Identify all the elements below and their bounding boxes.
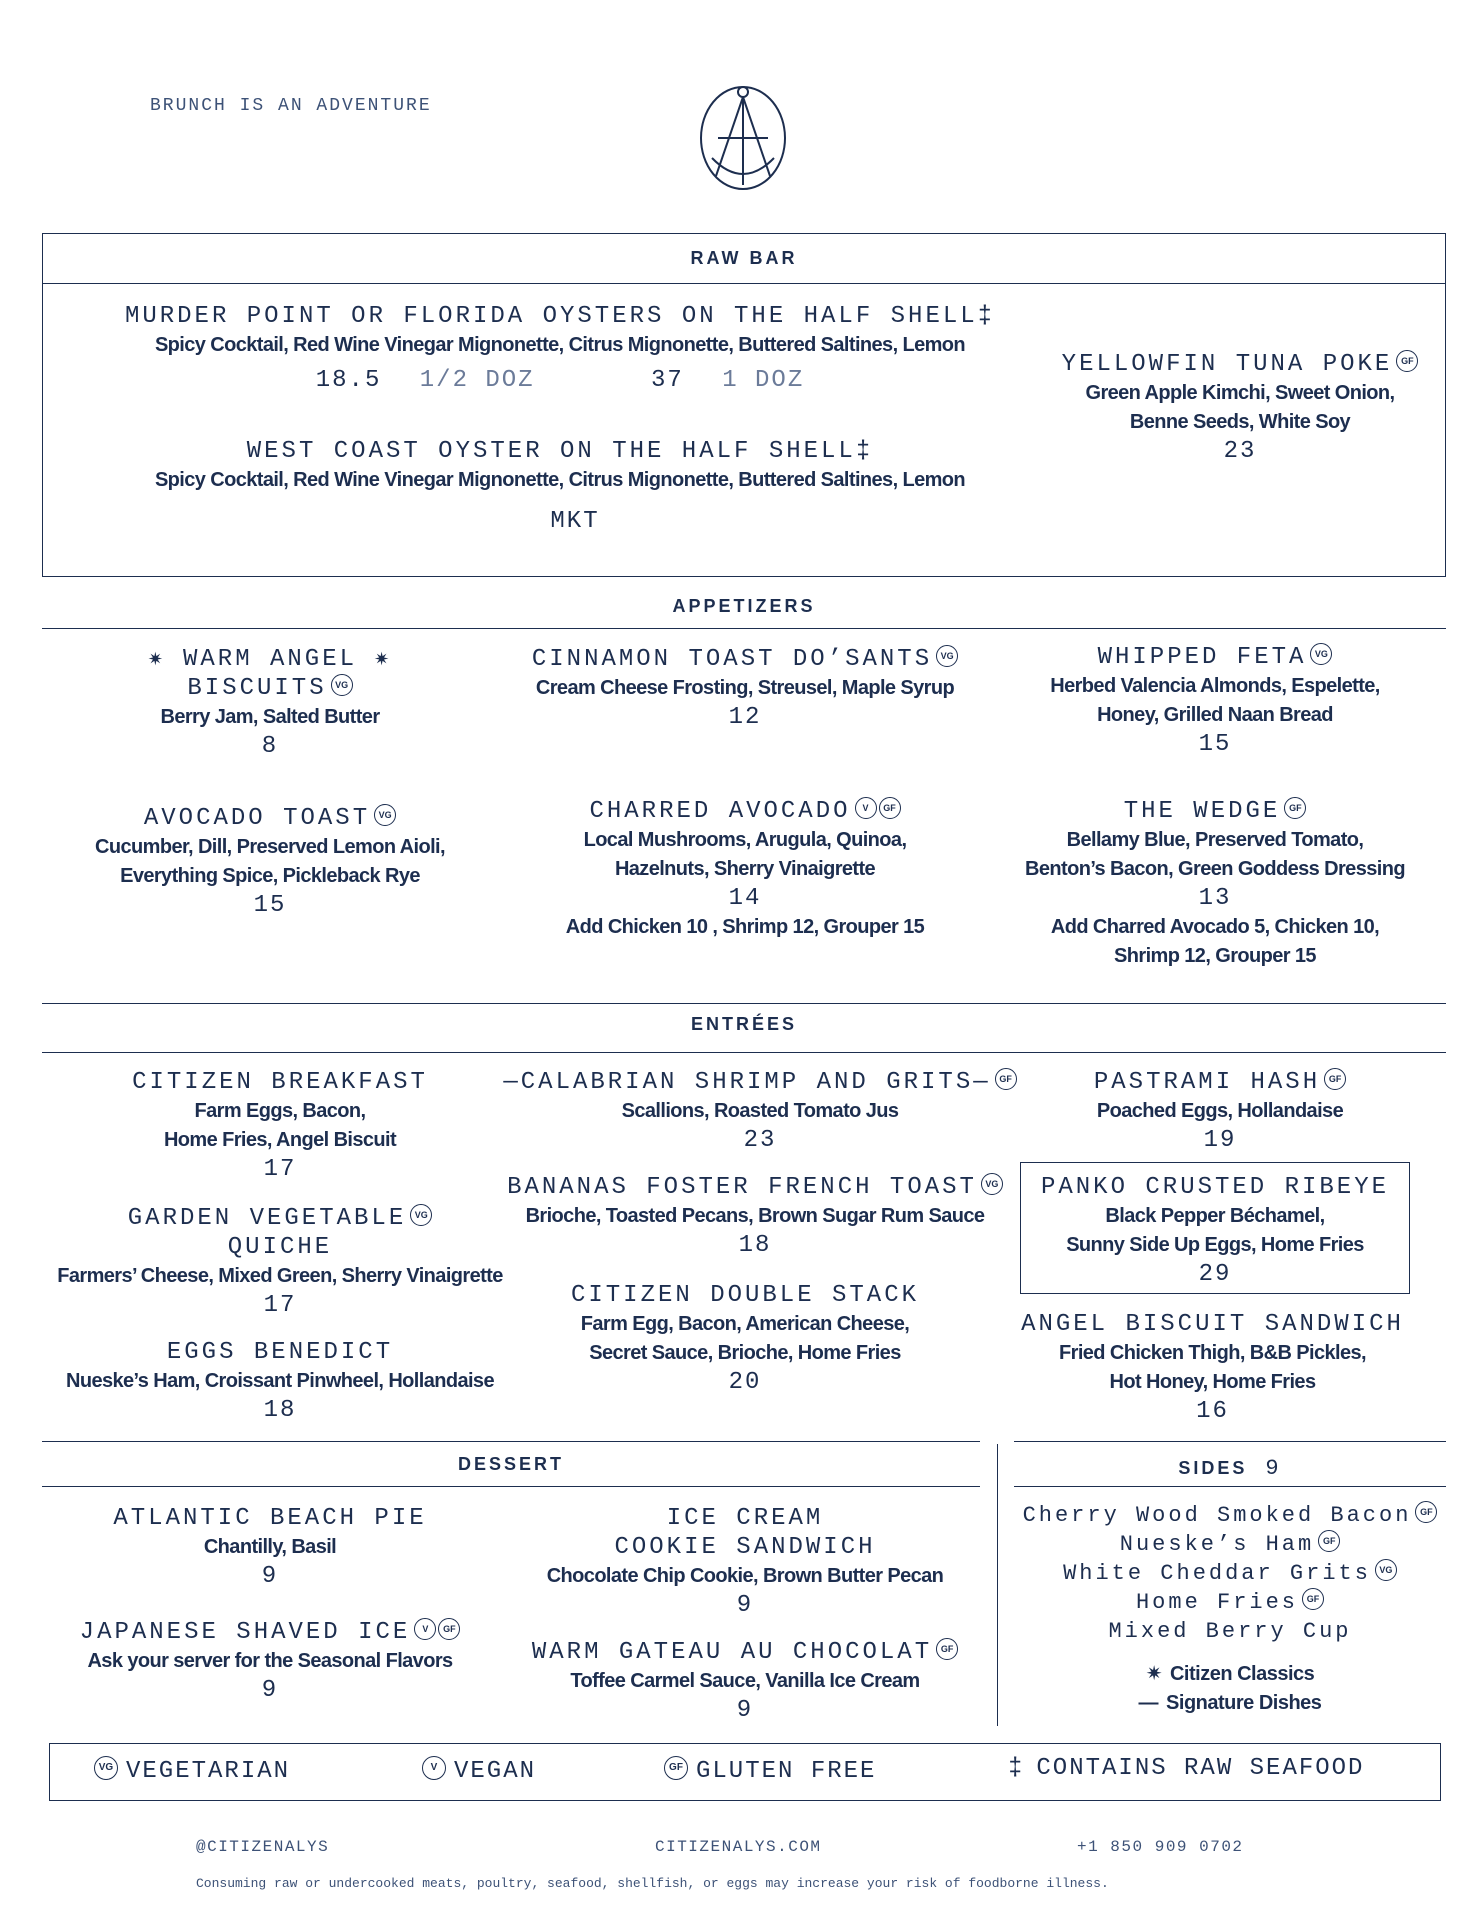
item-description: Farmers’ Cheese, Mixed Green, Sherry Vinaigrette [57,1265,503,1287]
sides-title [1014,1456,1446,1481]
item-description: Hazelnuts, Sherry Vinaigrette [614,858,876,880]
vegetarian-icon: VG [94,1756,118,1780]
garden-vegetable-quiche [40,1204,520,1320]
vegan-icon: V [422,1756,446,1780]
legend-vegan [422,1758,536,1785]
item-description: Nueske’s Ham, Croissant Pinwheel, Hollandaise [66,1370,494,1392]
gluten-free-icon: GF [1318,1530,1340,1552]
murder-point-oysters [60,302,1060,395]
signature-dash-icon: — [973,1069,991,1096]
item-description: Berry Jam, Salted Butter [160,706,380,728]
vegetarian-icon: VG [410,1204,432,1226]
item-name: WHIPPED FETA [1097,644,1307,671]
item-name: THE WEDGE [1123,798,1281,825]
gluten-free-icon: GF [1324,1068,1346,1090]
item-name: AVOCADO TOAST [143,805,371,832]
legend-label: GLUTEN FREE [696,1758,877,1785]
item-name: CHARRED AVOCADO [589,798,851,825]
item-price: 18 [738,1232,772,1259]
item-price: 8 [261,733,279,760]
legend-gluten-free [664,1758,876,1785]
side-item [1014,1588,1446,1617]
item-addons: Shrimp 12, Grouper 15 [1114,945,1316,967]
appetizers-divider [42,628,1446,629]
item-name: CINNAMON TOAST DO’SANTS [531,646,933,673]
website-link[interactable]: CITIZENALYS.COM [655,1838,822,1856]
warm-angel-biscuits [60,645,480,761]
item-description: Chocolate Chip Cookie, Brown Butter Pecan [546,1565,944,1587]
item-description: Sunny Side Up Eggs, Home Fries [1066,1234,1364,1256]
gluten-free-icon: GF [1415,1501,1437,1523]
anchor-logo-icon [698,80,788,192]
item-name: PANKO CRUSTED RIBEYE [1040,1174,1390,1201]
item-price: 13 [1198,885,1232,912]
item-description: Chantilly, Basil [203,1536,337,1558]
price-dozen: 37 [651,367,684,394]
signature-dash-icon: — [1138,1692,1159,1714]
item-description: Everything Spice, Pickleback Rye [120,865,420,887]
sides-label: SIDES [1178,1458,1248,1478]
item-description: Honey, Grilled Naan Bread [1097,704,1333,726]
item-name: YELLOWFIN TUNA POKE [1061,351,1393,378]
sides-divider [1014,1486,1446,1487]
classic-star-icon: ✷ [1145,1663,1162,1685]
item-name: JAPANESE SHAVED ICE [79,1619,411,1646]
raw-bar-title: RAW BAR [690,248,798,268]
vegetarian-icon: VG [331,674,353,696]
japanese-shaved-ice [60,1618,480,1705]
item-price: 23 [1223,438,1257,465]
warm-gateau-au-chocolat [500,1638,990,1725]
item-price: 17 [263,1292,297,1319]
dessert-sides-divider [997,1444,998,1726]
item-description: Toffee Carmel Sauce, Vanilla Ice Cream [570,1670,920,1692]
item-description: Scallions, Roasted Tomato Jus [621,1100,899,1122]
entrees-divider [42,1052,1446,1053]
gluten-free-icon: GF [438,1618,460,1640]
food-safety-disclaimer: Consuming raw or undercooked meats, poultry, seafood, shellfish, or eggs may increase your risk of foodborne illness. [196,1876,1109,1891]
side-item [1014,1530,1446,1559]
legend-label: VEGETARIAN [126,1758,291,1785]
atlantic-beach-pie [60,1504,480,1591]
west-coast-oysters [60,437,1060,536]
item-price: 29 [1198,1261,1232,1288]
gluten-free-icon: GF [664,1756,688,1780]
item-addons: Add Charred Avocado 5, Chicken 10, [1050,916,1380,938]
item-description: Farm Egg, Bacon, American Cheese, [580,1313,910,1335]
dessert-title: DESSERT [457,1454,565,1474]
entrees-title: ENTRÉES [690,1014,798,1034]
item-price: 15 [1198,731,1232,758]
side-item [1014,1501,1446,1530]
vegetarian-icon: VG [1375,1559,1397,1581]
item-description: Secret Sauce, Brioche, Home Fries [589,1342,901,1364]
item-description: Home Fries, Angel Biscuit [163,1129,397,1151]
gluten-free-icon: GF [1284,797,1306,819]
side-item-name: Nueske’s Ham [1119,1532,1315,1557]
legend-label: VEGAN [454,1758,537,1785]
legend-label: CONTAINS RAW SEAFOOD [1036,1755,1365,1782]
item-name: WEST COAST OYSTER ON THE HALF SHELL [246,438,856,465]
yellowfin-tuna-poke [1040,350,1440,466]
item-description: Brioche, Toasted Pecans, Brown Sugar Rum Sauce [525,1205,985,1227]
raw-bar-divider [42,283,1446,284]
item-description: Farm Eggs, Bacon, [194,1100,366,1122]
legend-vegetarian [94,1758,290,1785]
item-name: EGGS BENEDICT [166,1339,394,1366]
side-item-name: Home Fries [1135,1590,1299,1615]
calabrian-shrimp-and-grits [490,1068,1030,1155]
raw-seafood-icon: ‡ [855,438,874,465]
classic-star-icon: ✷ [374,646,392,673]
side-item [1014,1617,1446,1646]
label-half-dozen: 1/2 DOZ [419,367,535,394]
pastrami-hash [1010,1068,1430,1155]
item-description: Spicy Cocktail, Red Wine Vinegar Mignonette, Citrus Mignonette, Buttered Saltines, Lemon [154,334,966,356]
gluten-free-icon: GF [936,1638,958,1660]
signature-key [1014,1689,1446,1718]
item-description: Fried Chicken Thigh, B&B Pickles, [1059,1342,1366,1364]
dessert-divider [42,1486,980,1487]
item-name: CALABRIAN SHRIMP AND GRITS [520,1069,974,1096]
side-item [1014,1559,1446,1588]
item-price: 17 [263,1156,297,1183]
sides-price: 9 [1265,1456,1282,1481]
the-wedge [1000,797,1430,971]
item-price: 9 [736,1697,754,1724]
item-name: CITIZEN BREAKFAST [132,1069,428,1096]
item-description: Benne Seeds, White Soy [1129,411,1351,433]
gluten-free-icon: GF [1302,1588,1324,1610]
legend-raw-seafood [1008,1755,1364,1782]
price-half-dozen: 18.5 [315,367,382,394]
charred-avocado [500,797,990,942]
item-price: 15 [253,892,287,919]
ice-cream-cookie-sandwich [500,1504,990,1620]
item-description: Green Apple Kimchi, Sweet Onion, [1085,382,1395,404]
item-price: MKT [550,508,600,535]
item-name: BANANAS FOSTER FRENCH TOAST [507,1174,977,1201]
item-addons: Add Chicken 10 , Shrimp 12, Grouper 15 [565,916,925,938]
sides-top-divider [1014,1441,1446,1442]
item-price: 19 [1203,1127,1237,1154]
classics-key [1014,1660,1446,1689]
item-name: ANGEL BISCUIT SANDWICH [1021,1311,1404,1338]
gluten-free-icon: GF [879,797,901,819]
appetizers-title: APPETIZERS [672,596,816,616]
item-name: PASTRAMI HASH [1093,1069,1321,1096]
vegetarian-icon: VG [936,645,958,667]
classic-star-icon: ✷ [148,646,166,673]
raw-seafood-icon: ‡ [977,303,996,330]
signature-label: Signature Dishes [1166,1692,1322,1714]
item-description: Spicy Cocktail, Red Wine Vinegar Mignonette, Citrus Mignonette, Buttered Saltines, Lemon [154,469,966,491]
gluten-free-icon: GF [1396,350,1418,372]
item-price: 9 [261,1677,279,1704]
item-price: 9 [261,1563,279,1590]
item-price: 14 [728,885,762,912]
eggs-benedict [40,1338,520,1425]
item-description: Poached Eggs, Hollandaise [1096,1100,1344,1122]
vegetarian-icon: VG [374,804,396,826]
cinnamon-toast-dosants [500,645,990,732]
item-price: 12 [728,704,762,731]
raw-seafood-icon: ‡ [1008,1755,1025,1782]
bananas-foster-french-toast [500,1173,1010,1260]
item-name: CITIZEN DOUBLE STACK [570,1282,920,1309]
side-item-name: Mixed Berry Cup [1108,1619,1352,1644]
angel-biscuit-sandwich [1000,1310,1425,1426]
item-price: 23 [743,1127,777,1154]
classics-label: Citizen Classics [1169,1663,1315,1685]
item-description: Local Mushrooms, Arugula, Quinoa, [583,829,907,851]
citizen-breakfast [40,1068,520,1184]
gluten-free-icon: GF [995,1068,1017,1090]
panko-crusted-ribeye [1020,1173,1410,1289]
vegan-icon: V [855,797,877,819]
vegan-icon: V [414,1618,436,1640]
side-item-name: Cherry Wood Smoked Bacon [1022,1503,1412,1528]
item-name: WARM ANGEL [182,646,358,673]
item-description: Hot Honey, Home Fries [1109,1371,1316,1393]
citizen-double-stack [500,1281,990,1397]
item-name: GARDEN VEGETABLE [127,1205,407,1232]
item-description: Cream Cheese Frosting, Streusel, Maple Syrup [535,677,955,699]
entrees-top-divider [42,1003,1446,1004]
label-dozen: 1 DOZ [722,367,805,394]
side-item-name: White Cheddar Grits [1063,1561,1371,1586]
item-name: MURDER POINT OR FLORIDA OYSTERS ON THE HALF SHELL [124,303,978,330]
phone-number[interactable]: +1 850 909 0702 [1077,1838,1244,1856]
item-name: ATLANTIC BEACH PIE [113,1505,427,1532]
sides-list [1014,1501,1446,1718]
item-name: WARM GATEAU AU CHOCOLAT [531,1639,933,1666]
item-price: 16 [1196,1398,1229,1425]
instagram-handle[interactable]: @CITIZENALYS [196,1838,330,1856]
vegetarian-icon: VG [981,1173,1003,1195]
item-name: BISCUITS [187,675,327,702]
item-name: QUICHE [227,1234,333,1261]
item-description: Herbed Valencia Almonds, Espelette, [1050,675,1380,697]
whipped-feta [1000,643,1430,759]
item-description: Ask your server for the Seasonal Flavors [87,1650,453,1672]
signature-dash-icon: — [503,1069,521,1096]
item-description: Cucumber, Dill, Preserved Lemon Aioli, [95,836,445,858]
item-name: ICE CREAM [666,1505,824,1532]
vegetarian-icon: VG [1310,643,1332,665]
item-description: Black Pepper Béchamel, [1105,1205,1325,1227]
item-price: 20 [728,1369,762,1396]
item-price: 18 [263,1397,297,1424]
dessert-top-divider [42,1441,980,1442]
item-price: 9 [736,1592,754,1619]
item-name: COOKIE SANDWICH [614,1534,876,1561]
item-description: Benton’s Bacon, Green Goddess Dressing [1025,858,1405,880]
tagline: BRUNCH IS AN ADVENTURE [150,96,432,116]
item-description: Bellamy Blue, Preserved Tomato, [1066,829,1364,851]
avocado-toast [60,804,480,920]
